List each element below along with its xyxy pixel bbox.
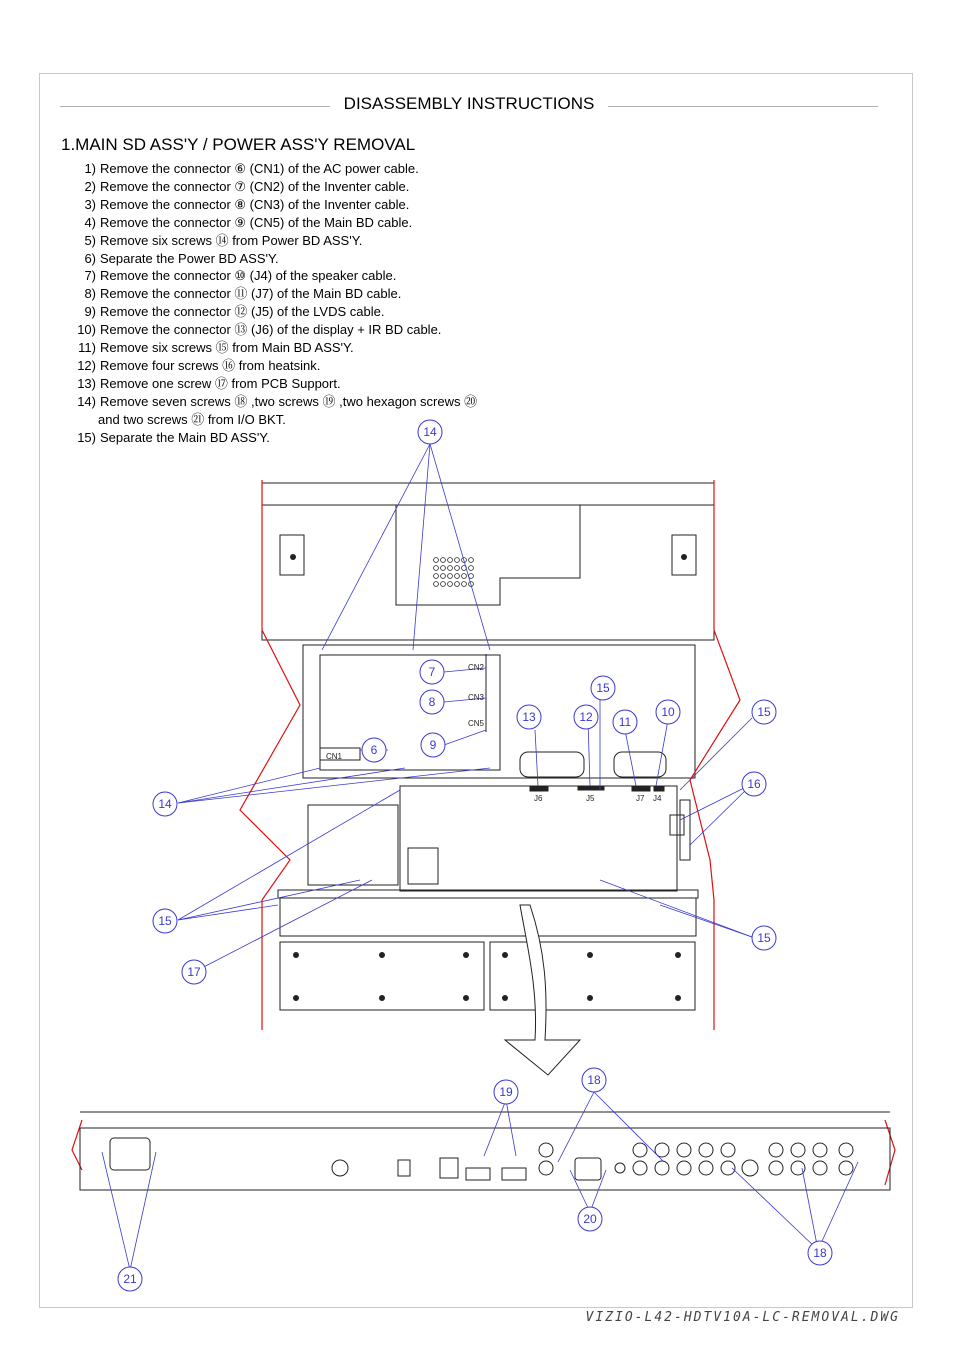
callout-number: 13 (522, 710, 536, 724)
callout-number: 17 (187, 965, 201, 979)
page-title-text: DISASSEMBLY INSTRUCTIONS (338, 94, 601, 113)
rj11-port (440, 1158, 458, 1178)
io-bracket (280, 898, 696, 936)
heatsink-bar (680, 800, 690, 860)
drawing-filename: VIZIO-L42-HDTV10A-LC-REMOVAL.DWG (585, 1310, 900, 1325)
step-text: Remove the connector ⑫ (J5) of the LVDS cable. (100, 304, 385, 320)
step-text: Remove the connector ⑧ (CN3) of the Inventer cable. (100, 196, 410, 212)
rca-jack (769, 1143, 783, 1157)
callout-number: 9 (429, 738, 437, 752)
step-text: Remove six screws ⑭ from Power BD ASS'Y. (100, 232, 363, 248)
hdmi-port-1 (466, 1168, 490, 1180)
rca-jack (699, 1161, 713, 1175)
step-text: Remove four screws ⑯ from heatsink. (100, 357, 321, 373)
step-number: 13) (77, 375, 96, 391)
callout-number: 10 (661, 705, 675, 719)
heatsink-area (308, 805, 398, 885)
step-number: 9) (84, 304, 96, 320)
speaker-right (490, 942, 695, 1010)
cn2-label: CN2 (468, 663, 485, 672)
j7-label: J7 (636, 794, 645, 803)
io-panel-detail (80, 1112, 890, 1190)
rca-jack (699, 1143, 713, 1157)
rca-jack (721, 1143, 735, 1157)
rca-jack (655, 1161, 669, 1175)
rca-jack (633, 1143, 647, 1157)
step-number: 1) (84, 161, 96, 176)
pcb-support (408, 848, 438, 884)
cn5-label: CN5 (468, 719, 485, 728)
power-board-inner (320, 655, 500, 770)
usb-port (398, 1160, 410, 1176)
callout-number: 20 (583, 1212, 597, 1226)
callout-number: 7 (428, 665, 436, 679)
rca-jack (721, 1161, 735, 1175)
zoom-arrow (505, 905, 580, 1075)
step-number: 10) (77, 322, 96, 338)
step-number: 12) (77, 357, 96, 373)
callout-circles (118, 420, 832, 1291)
step-text: Remove the connector ⑬ (J6) of the display + IR BD cable. (100, 322, 442, 338)
step-text: Separate the Power BD ASS'Y. (100, 250, 279, 266)
step-text: Remove the connector ⑪ (J7) of the Main BD cable. (100, 286, 402, 302)
j5-label: J5 (586, 794, 595, 803)
rca-jack (839, 1161, 853, 1175)
rca-jack (813, 1161, 827, 1175)
cn3-label: CN3 (468, 693, 485, 702)
step-text: Remove six screws ⑮ from Main BD ASS'Y. (100, 340, 354, 356)
rca-jack (839, 1143, 853, 1157)
power-board (303, 645, 695, 778)
step-number: 7) (84, 268, 96, 284)
step-number: 6) (84, 250, 96, 266)
step-text: Remove the connector ⑩ (J4) of the speaker cable. (100, 268, 397, 284)
rca-jack (769, 1161, 783, 1175)
callout-number: 12 (579, 710, 593, 724)
rca-jack (813, 1143, 827, 1157)
callout-numbers (123, 425, 827, 1286)
rca-jack (539, 1161, 553, 1175)
callout-number: 18 (813, 1246, 827, 1260)
step-number: 14) (77, 393, 96, 409)
rca-jack (633, 1161, 647, 1175)
step-number: 2) (84, 178, 96, 194)
step-number: 5) (84, 232, 96, 248)
rca-jack (677, 1143, 691, 1157)
callout-number: 19 (499, 1085, 513, 1099)
step-text: Remove the connector ⑥ (CN1) of the AC power cable. (100, 161, 419, 176)
callout-number: 21 (123, 1272, 137, 1286)
rca-jack (539, 1143, 553, 1157)
j4-connector (654, 787, 664, 791)
j6-label: J6 (534, 794, 543, 803)
s-video-jack (742, 1160, 758, 1176)
step-text: Remove the connector ⑨ (CN5) of the Main BD cable. (100, 214, 413, 230)
break-edges (72, 480, 895, 1185)
callout-number: 11 (618, 715, 632, 729)
hdmi-port-2 (502, 1168, 526, 1180)
j7-connector (632, 787, 650, 791)
j4-label: J4 (653, 794, 662, 803)
step-number: 4) (84, 214, 96, 230)
callout-number: 8 (428, 695, 436, 709)
section-title: 1.MAIN SD ASS'Y / POWER ASS'Y REMOVAL (61, 135, 416, 154)
cutout-left (520, 752, 584, 777)
power-jack (332, 1160, 348, 1176)
step-number: 11) (78, 340, 96, 356)
top-panel (262, 483, 714, 640)
step-number: 3) (84, 196, 96, 212)
step-text: Remove one screw ⑰ from PCB Support. (100, 375, 341, 391)
callout-number: 15 (757, 705, 771, 719)
callout-number: 15 (158, 914, 172, 928)
step-number: 15) (77, 429, 96, 445)
tv-chassis (262, 483, 714, 1010)
audio-jack (615, 1163, 625, 1173)
rca-jack (677, 1161, 691, 1175)
step-number: 8) (84, 286, 96, 302)
cn1-label: CN1 (326, 752, 343, 761)
j6-connector (530, 787, 548, 791)
callout-number: 15 (757, 931, 771, 945)
callout-number: 6 (370, 743, 378, 757)
callout-number: 14 (158, 797, 172, 811)
callout-number: 16 (747, 777, 761, 791)
step-text: and two screws ㉑ from I/O BKT. (98, 411, 286, 427)
step-text: Separate the Main BD ASS'Y. (100, 429, 270, 445)
callout-number: 18 (587, 1073, 601, 1087)
callout-number: 15 (596, 681, 610, 695)
vga-port (575, 1158, 601, 1180)
rca-jack (791, 1143, 805, 1157)
break-edge-left (240, 480, 300, 1030)
ac-inlet (110, 1138, 150, 1170)
step-text: Remove seven screws ⑱ ,two screws ⑲ ,two hexagon screws ⑳ (100, 393, 478, 409)
io-panel (80, 1128, 890, 1190)
callout-number: 14 (423, 425, 437, 439)
leader-lines (102, 444, 858, 1270)
step-text: Remove the connector ⑦ (CN2) of the Inventer cable. (100, 178, 410, 194)
